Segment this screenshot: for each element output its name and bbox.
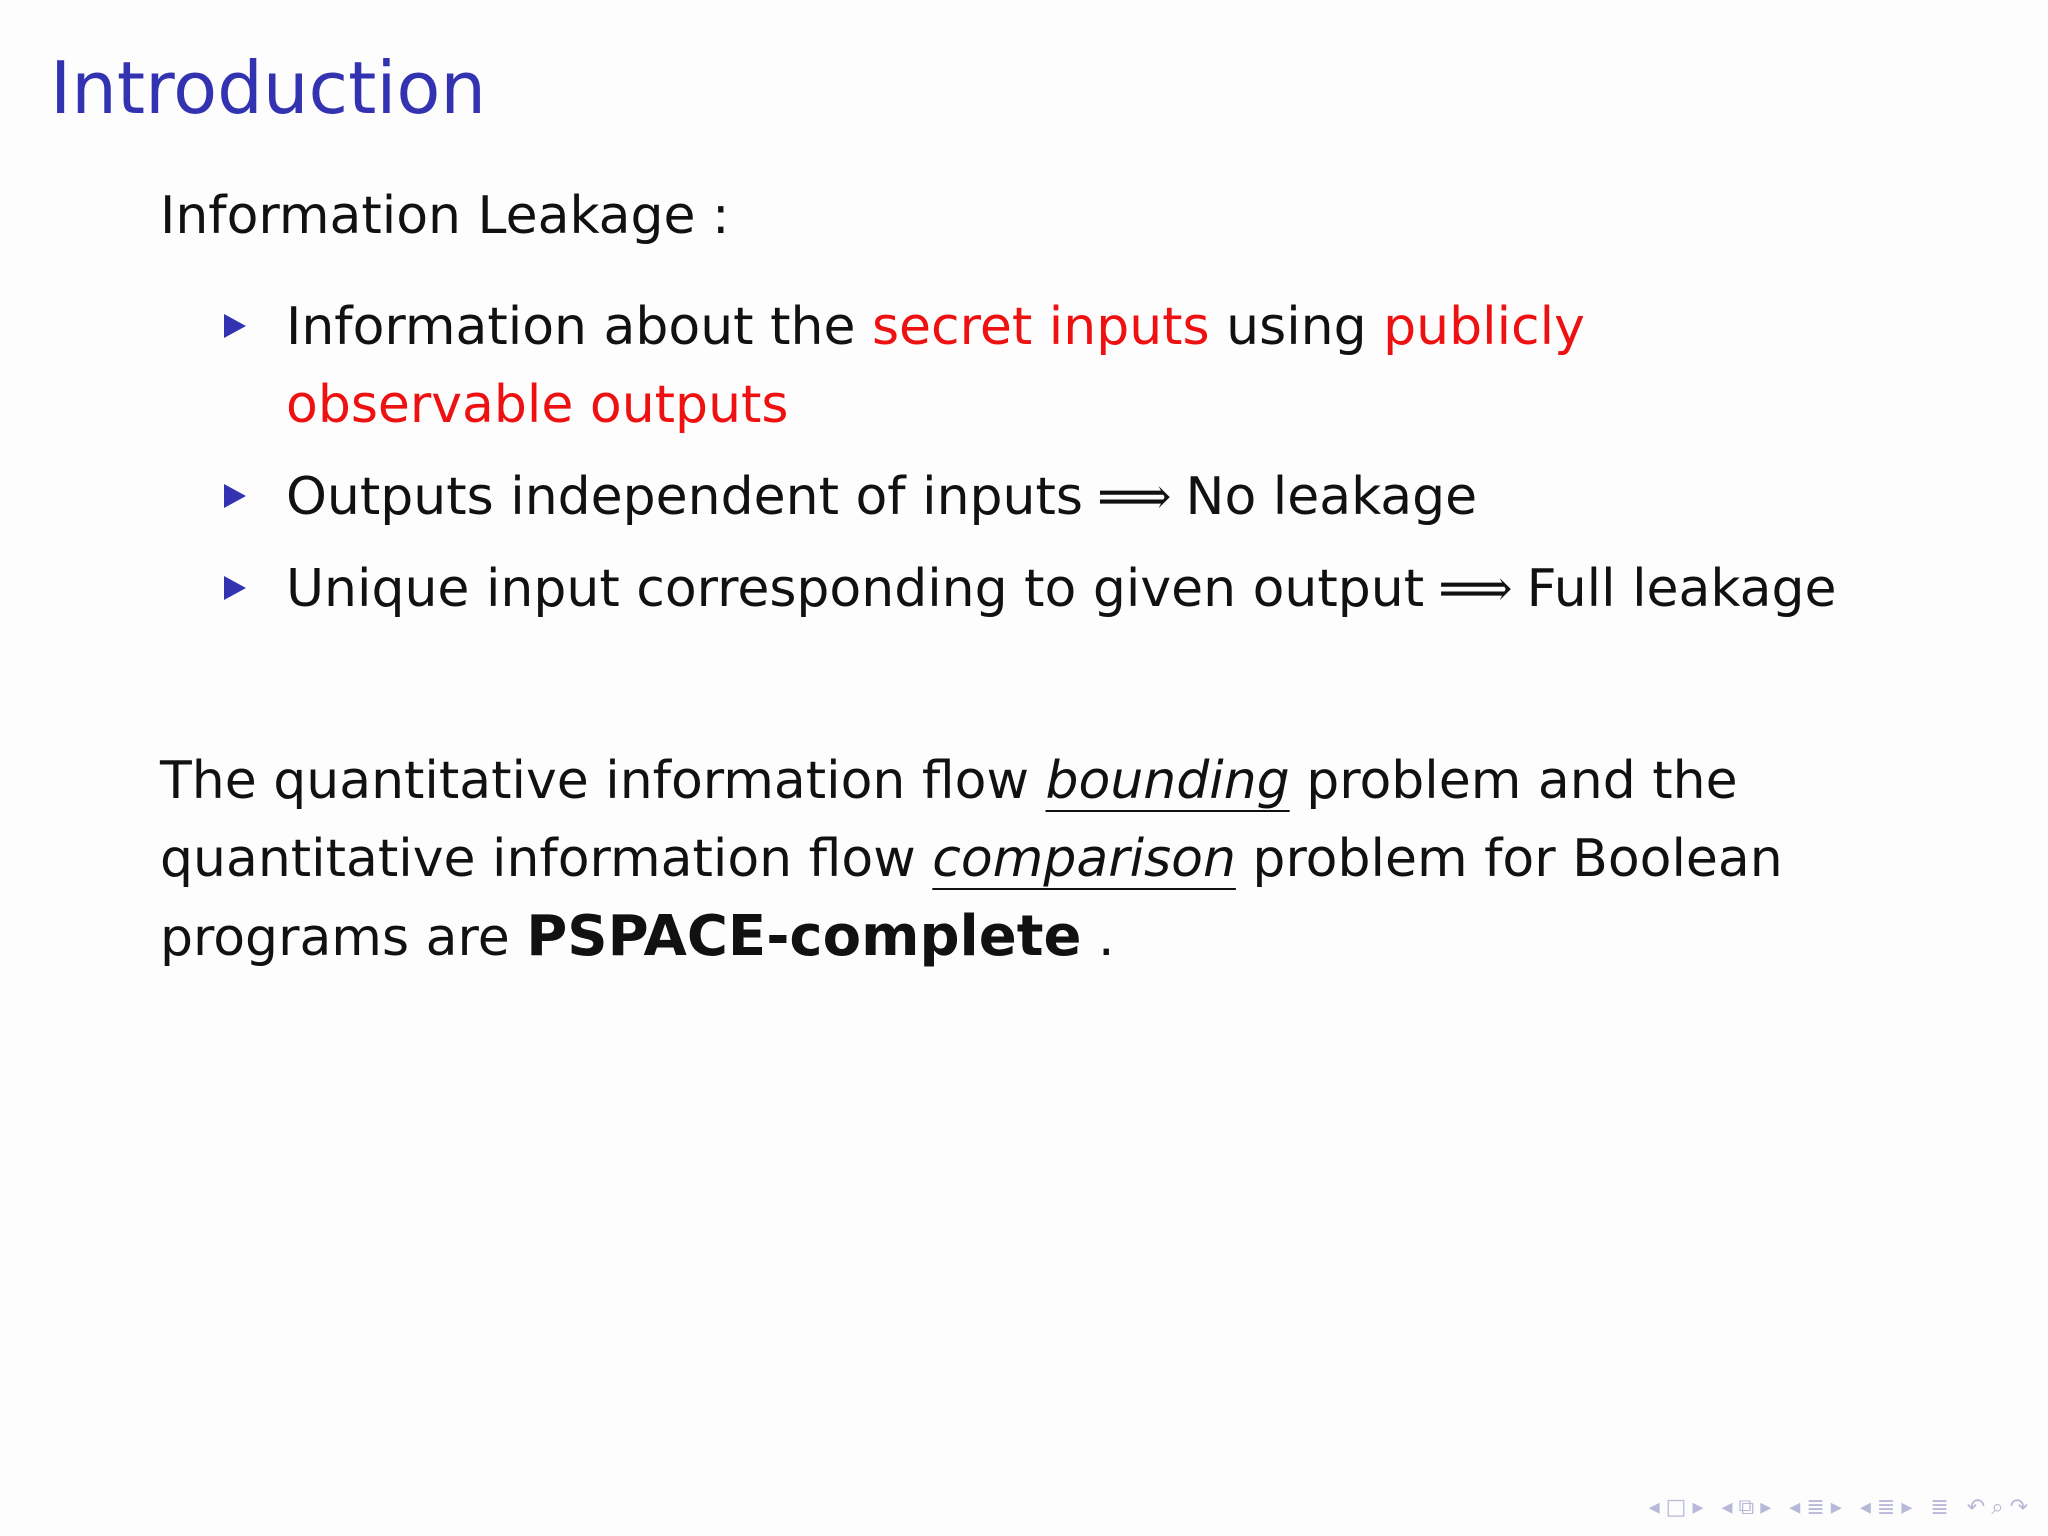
arrow-left-icon[interactable]: ◂	[1648, 1495, 1660, 1520]
bullet-item	[220, 288, 1880, 444]
implies-symbol: ⟹	[1097, 467, 1172, 527]
nav-section-group	[1789, 1495, 1842, 1520]
bullet-triangle-icon	[224, 576, 246, 600]
nav-misc-group	[1930, 1495, 1948, 1520]
arrow-right-icon[interactable]: ▸	[1830, 1495, 1842, 1520]
back-icon[interactable]: ↶	[1966, 1495, 1986, 1520]
slide-title: Introduction	[50, 46, 487, 130]
bullet-text: No leakage	[1185, 467, 1478, 527]
bullet-text: Unique input corresponding to given output	[286, 559, 1425, 619]
bullet-list	[220, 288, 1880, 628]
subsection-icon[interactable]: ⧉	[1738, 1495, 1755, 1520]
arrow-right-icon[interactable]: ▸	[1901, 1495, 1913, 1520]
section-icon[interactable]: ≣	[1806, 1495, 1825, 1520]
paragraph-text: The quantitative information flow	[160, 751, 1046, 811]
arrow-right-icon[interactable]: ▸	[1692, 1495, 1704, 1520]
paragraph-text: problem and the quantitative information flow	[160, 751, 1738, 889]
conclusion-paragraph	[160, 742, 1880, 977]
bullet-triangle-icon	[224, 484, 246, 508]
arrow-right-icon[interactable]: ▸	[1760, 1495, 1772, 1520]
bullet-text: Full leakage	[1526, 559, 1837, 619]
frame-icon[interactable]: □	[1665, 1495, 1687, 1520]
bullet-item	[220, 458, 1880, 536]
bold-pspace-complete: PSPACE-complete	[526, 904, 1082, 969]
bullet-text: using	[1209, 297, 1384, 357]
highlighted-term: secret inputs	[871, 297, 1210, 357]
beamer-navigation-bar	[1649, 1495, 2028, 1520]
align-icon[interactable]: ≣	[1930, 1495, 1949, 1520]
emphasis-bounding: bounding	[1045, 751, 1290, 811]
arrow-left-icon[interactable]: ◂	[1789, 1495, 1801, 1520]
search-icon[interactable]: ⌕	[1991, 1495, 2004, 1520]
bullet-item	[220, 550, 1880, 628]
arrow-left-icon[interactable]: ◂	[1721, 1495, 1733, 1520]
paragraph-text: problem for Boolean programs are	[160, 829, 1783, 968]
bullet-text: Outputs independent of inputs	[286, 467, 1083, 527]
emphasis-comparison: comparison	[932, 829, 1236, 889]
bullet-text: Information about the	[286, 297, 872, 357]
arrow-left-icon[interactable]: ◂	[1859, 1495, 1871, 1520]
nav-part-group	[1860, 1495, 1913, 1520]
highlighted-term: publicly observable outputs	[286, 297, 1585, 435]
implies-symbol: ⟹	[1438, 559, 1513, 619]
paragraph-text: .	[1081, 908, 1115, 968]
align-icon[interactable]: ≣	[1876, 1495, 1896, 1520]
section-subtitle: Information Leakage :	[160, 186, 730, 246]
nav-frame-group	[1649, 1495, 1704, 1520]
nav-search-group	[1967, 1495, 2028, 1520]
nav-subsection-group	[1721, 1495, 1771, 1520]
bullet-triangle-icon	[224, 314, 246, 338]
forward-icon[interactable]: ↷	[2009, 1495, 2028, 1520]
